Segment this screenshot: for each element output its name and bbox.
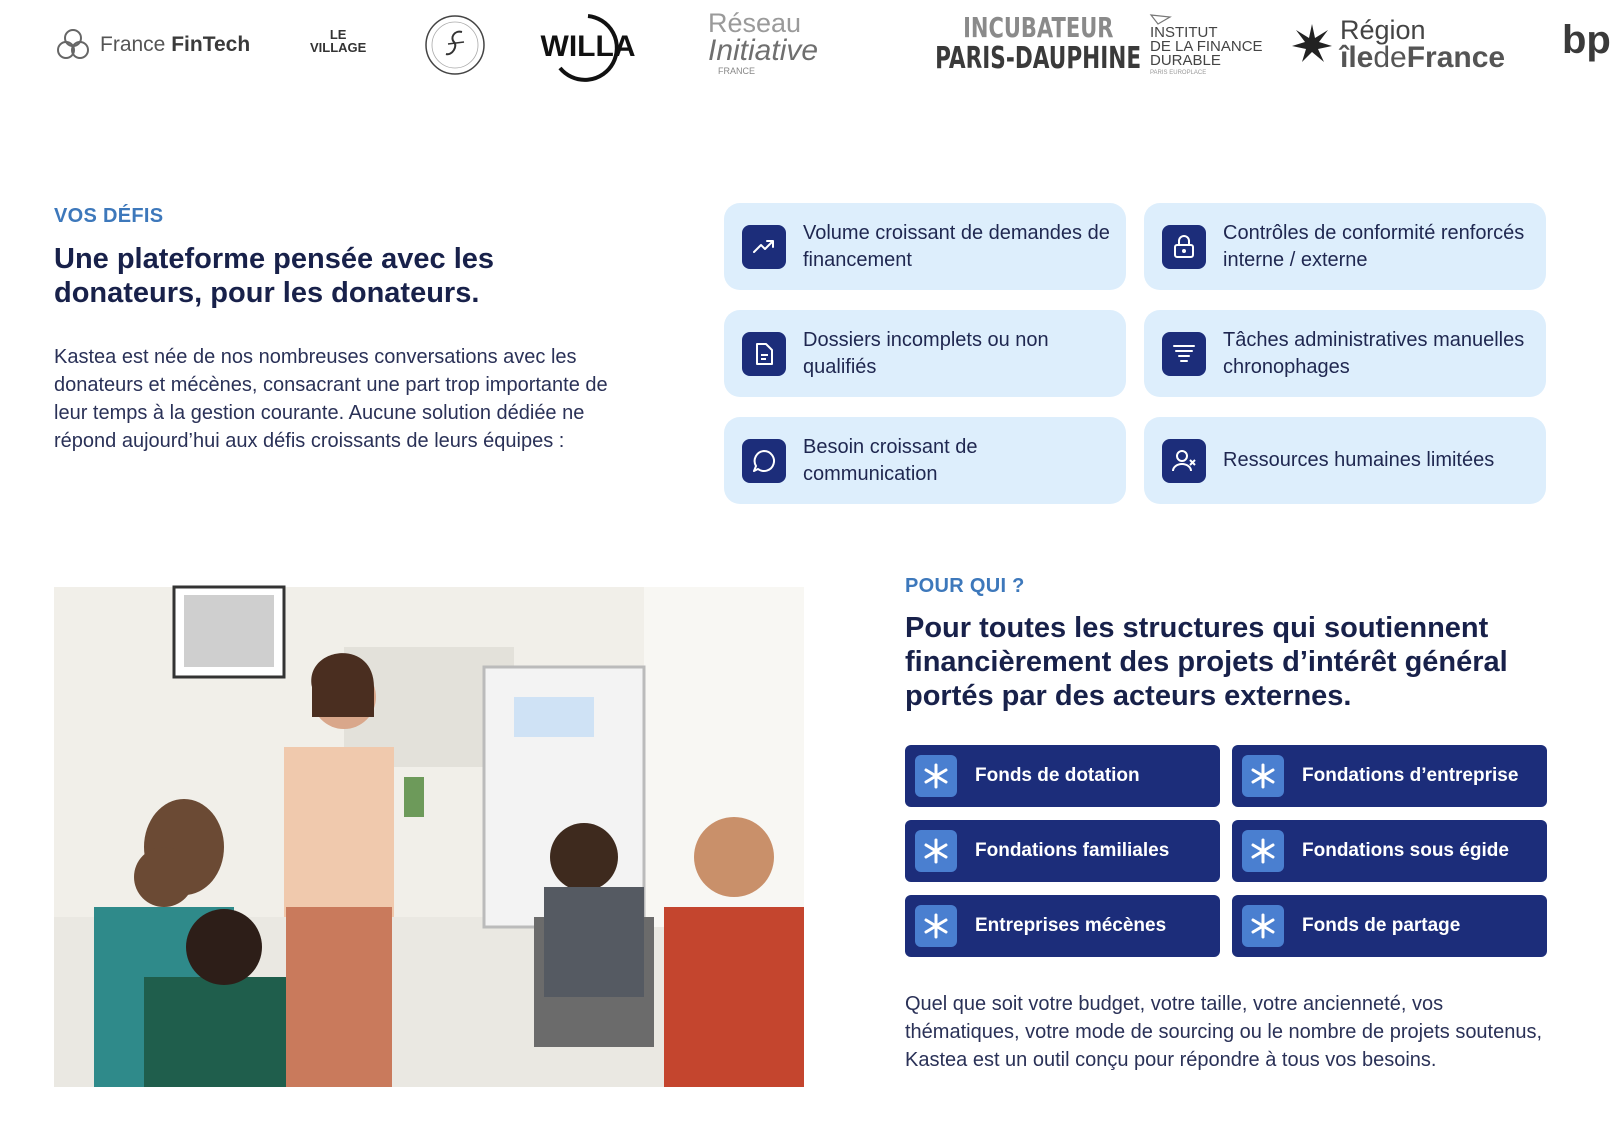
user-remove-icon bbox=[1162, 439, 1206, 483]
challenge-card bbox=[1144, 310, 1546, 397]
audience-label: Fondations d’entreprise bbox=[1302, 765, 1519, 786]
logo-text: Réseau bbox=[708, 8, 802, 38]
asterisk-icon bbox=[1242, 755, 1284, 797]
logo-text: DURABLE bbox=[1150, 52, 1221, 69]
challenge-fintech-emblem bbox=[424, 12, 486, 78]
asterisk-icon bbox=[915, 905, 957, 947]
incubateur-dauphine-logo bbox=[895, 13, 1181, 75]
logo-text: Initiative bbox=[708, 34, 819, 67]
asterisk-icon bbox=[915, 830, 957, 872]
challenge-card bbox=[724, 310, 1126, 397]
logo-text-bold: FinTech bbox=[171, 33, 251, 56]
chat-bubble-icon bbox=[742, 439, 786, 483]
reseau-initiative-logo bbox=[688, 10, 818, 76]
audience-label: Fonds de partage bbox=[1302, 915, 1461, 936]
logo-text: France bbox=[1406, 41, 1506, 74]
logo-text: FRANCE bbox=[718, 66, 756, 76]
audience-label: Fondations familiales bbox=[975, 840, 1170, 861]
defis-body: Kastea est née de nos nombreuses conversations avec les donateurs et mécènes, consacrant une part trop importante de leur temps à la gestion courante. Aucune solution dédiée ne répond aujourd’hui aux défis croissants de leurs équipes : bbox=[54, 346, 608, 452]
willa-logo bbox=[540, 12, 636, 82]
asterisk-icon bbox=[1242, 905, 1284, 947]
logo-text: PARIS-DAUPHINE bbox=[935, 41, 1142, 76]
document-icon bbox=[742, 332, 786, 376]
challenge-card bbox=[1144, 203, 1546, 290]
audience-pill bbox=[905, 820, 1220, 882]
challenge-card bbox=[724, 203, 1126, 290]
challenge-label: Tâches administratives manuelles chronophages bbox=[1223, 328, 1525, 378]
audience-label: Entreprises mécènes bbox=[975, 915, 1167, 936]
defis-eyebrow: VOS DÉFIS bbox=[54, 205, 164, 227]
star-icon bbox=[1292, 24, 1332, 64]
trending-up-icon bbox=[742, 225, 786, 269]
logo-text: PARIS EUROPLACE bbox=[1150, 70, 1207, 76]
audience-pill bbox=[1232, 820, 1547, 882]
challenge-label: Ressources humaines limitées bbox=[1223, 449, 1495, 471]
logo-text: LE bbox=[329, 27, 347, 42]
qui-body: Quel que soit votre budget, votre taille, votre ancienneté, vos thématiques, votre mode de sourcing ou le nombre de projets soutenus, Kastea est un outil conçu pour répondre à tous vos besoins. bbox=[905, 993, 1543, 1071]
willa-emblem bbox=[540, 12, 636, 82]
institut-finance-durable-logo bbox=[1150, 14, 1263, 76]
region-ile-de-france-logo bbox=[1292, 16, 1505, 72]
le-village-logo bbox=[310, 28, 366, 54]
challenges-grid bbox=[724, 203, 1546, 505]
logo-text: INCUBATEUR bbox=[962, 11, 1114, 44]
asterisk-icon bbox=[1242, 830, 1284, 872]
challenge-fintech-logo bbox=[424, 12, 486, 78]
team-meeting-photo bbox=[54, 587, 804, 1087]
logo-text: VILLAGE bbox=[310, 40, 367, 55]
logo-text: Région bbox=[1340, 15, 1426, 45]
challenge-card bbox=[724, 417, 1126, 504]
logo-text: de bbox=[1373, 41, 1407, 74]
tornado-icon bbox=[1162, 332, 1206, 376]
audience-label: Fonds de dotation bbox=[975, 765, 1140, 786]
team-meeting-illustration bbox=[54, 587, 804, 1087]
logo-text: île bbox=[1340, 41, 1374, 74]
audience-grid bbox=[905, 745, 1547, 957]
audience-pill bbox=[905, 895, 1220, 957]
qui-eyebrow: POUR QUI ? bbox=[905, 575, 1025, 597]
france-fintech-logo bbox=[54, 26, 250, 64]
asterisk-icon bbox=[915, 755, 957, 797]
audience-label: Fondations sous égide bbox=[1302, 840, 1509, 861]
challenge-label: Volume croissant de demandes de financement bbox=[803, 221, 1110, 271]
logo-text: DE LA FINANCE bbox=[1150, 38, 1263, 55]
audience-pill bbox=[1232, 745, 1547, 807]
france-fintech-icon bbox=[54, 26, 92, 64]
willa-text: WILLA bbox=[540, 30, 636, 63]
challenge-label: Dossiers incomplets ou non qualifiés bbox=[803, 328, 1049, 378]
partner-logos bbox=[0, 0, 1611, 100]
lock-icon bbox=[1162, 225, 1206, 269]
logo-text: bp bbox=[1562, 18, 1611, 62]
challenge-card bbox=[1144, 417, 1546, 504]
logo-text: France bbox=[100, 33, 166, 56]
logo-text: INSTITUT bbox=[1150, 24, 1218, 41]
qui-title: Pour toutes les structures qui soutiennent financièrement des projets d’intérêt général portés par des acteurs externes. bbox=[905, 612, 1508, 712]
audience-pill bbox=[905, 745, 1220, 807]
bp-logo bbox=[1562, 18, 1611, 63]
defis-title: Une plateforme pensée avec les donateurs, pour les donateurs. bbox=[54, 243, 495, 309]
audience-pill bbox=[1232, 895, 1547, 957]
challenge-label: Contrôles de conformité renforcés interne / externe bbox=[1223, 221, 1525, 271]
challenge-label: Besoin croissant de communication bbox=[803, 435, 978, 485]
